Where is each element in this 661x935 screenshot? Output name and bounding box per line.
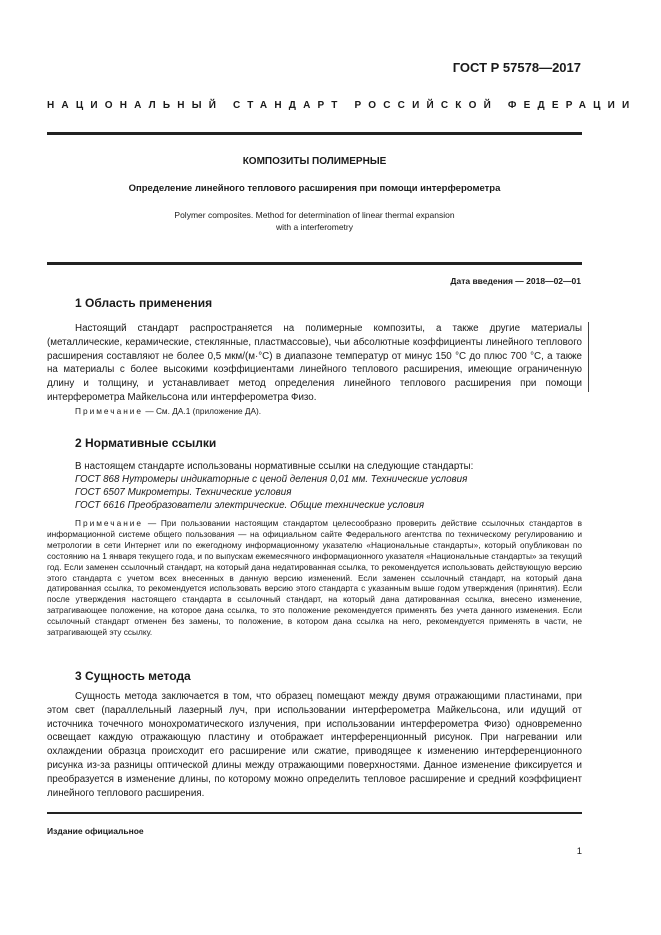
title-rule — [47, 262, 582, 265]
section3-text: Сущность метода заключается в том, что образец помещают между двумя отражающими пластинами, при этом свет (параллельный лазерный луч, при использовании интерферометра Майкельсона, или идущий от источника точечного монохроматического излучения, при использовании интерферометра Физо) одновременно освещает каждую отражающую пластину и отображает интерференционный рисунок. При нагревании или охлаждении образца происходит его расширение или сжатие, приводящее к изменению интерференционного рисунка из-за разницы оптической длины между отражающими поверхностями. Данное изменение фиксируется и преобразуется в изменение длины, по которому можно определить тепловое расширение и средний коэффициент линейного теплового расширения. — [47, 691, 582, 799]
change-bar — [588, 322, 589, 392]
section2-note — [47, 518, 582, 638]
reference-code: ГОСТ 868 — [75, 474, 120, 485]
section2-note-text: — При пользовании настоящим стандартом целесообразно проверить действие ссылочных стандартов в информационной системе общего пользования — на официальном сайте Федерального агентства по техническому регулированию и метрологии в сети Интернет или по ежегодному информационному указателю «Национальные стандарты», который опубликован по состоянию на 1 января текущего года, и по выпускам ежемесячного информационного указателя «Национальные стандарты» за текущий год. Если заменен ссылочный стандарт, на который дана недатированная ссылка, то рекомендуется использовать действующую версию этого стандарта с учетом всех внесенных в данную версию изменений. Если заменен ссылочный стандарт, на который дана датированная ссылка, то рекомендуется использовать версию этого стандарта с указанным выше годом утверждения (принятия). Если после утверждения настоящего стандарта в ссылочный стандарт, на который дана датированная ссылка, внесено изменение, затрагивающее положение, на которое дана ссылка, то это положение рекомендуется применять без учета данного изменения. Если ссылочный стандарт отменен без замены, то положение, в котором дана ссылка на него, рекомендуется применять в части, не затрагивающей эту ссылку. — [47, 518, 582, 638]
page-number: 1 — [576, 846, 582, 857]
title-english — [47, 209, 582, 233]
reference-title: Нутромеры индикаторные с ценой деления 0,01 мм. Технические условия — [119, 474, 468, 485]
section1-text: Настоящий стандарт распространяется на полимерные композиты, а также другие материалы (металлические, керамические, стеклянные, пластмассовые), чьи абсолютные коэффициенты линейного теплового расширения составляют не более 0,5 мкм/(м·°С) в диапазоне температур от минус 150 °С до плюс 700 °С, а также на материалы с более высокими коэффициентами линейного теплового расширения, имеющие ограниченную длину и толщину, и устанавливает метод определения линейного теплового расширения при помощи интерферометра Майкельсона или интерферометра Физо. — [47, 323, 582, 403]
section1-note-label: Примечание — [75, 406, 144, 416]
section2-note-label: Примечание — [75, 518, 144, 528]
title-subtitle: Определение линейного теплового расширения при помощи интерферометра — [128, 183, 501, 194]
reference-code: ГОСТ 6507 — [75, 487, 125, 498]
title-main: КОМПОЗИТЫ ПОЛИМЕРНЫЕ — [242, 156, 387, 167]
footer-rule — [47, 812, 582, 814]
doc-number: ГОСТ Р 57578—2017 — [452, 60, 581, 75]
reference-title: Преобразователи электрические. Общие технические условия — [124, 500, 425, 511]
reference-code: ГОСТ 6616 — [75, 500, 125, 511]
title-english-line2: with a interferometry — [276, 222, 353, 232]
reference-item — [75, 499, 585, 512]
title-english-line1: Polymer composites. Method for determination of linear thermal expansion — [174, 210, 455, 220]
section2-heading: 2 Нормативные ссылки — [75, 436, 217, 450]
edition-label: Издание официальное — [47, 826, 144, 836]
section2-intro: В настоящем стандарте использованы нормативные ссылки на следующие стандарты: — [75, 461, 474, 472]
reference-title: Микрометры. Технические условия — [124, 487, 292, 498]
section1-body — [47, 322, 582, 405]
section3-body — [47, 690, 582, 800]
reference-item — [75, 473, 585, 486]
section2-references — [75, 460, 585, 512]
section1-heading: 1 Область применения — [75, 296, 213, 310]
section1-note — [47, 406, 582, 417]
section3-heading: 3 Сущность метода — [75, 669, 191, 683]
section1-note-text: — См. ДА.1 (приложение ДА). — [143, 406, 262, 416]
date-introduction: Дата введения — 2018—02—01 — [450, 276, 581, 286]
national-standard-heading: НАЦИОНАЛЬНЫЙ СТАНДАРТ РОССИЙСКОЙ ФЕДЕРАЦИИ — [47, 100, 637, 111]
reference-item — [75, 486, 585, 499]
header-rule — [47, 132, 582, 135]
